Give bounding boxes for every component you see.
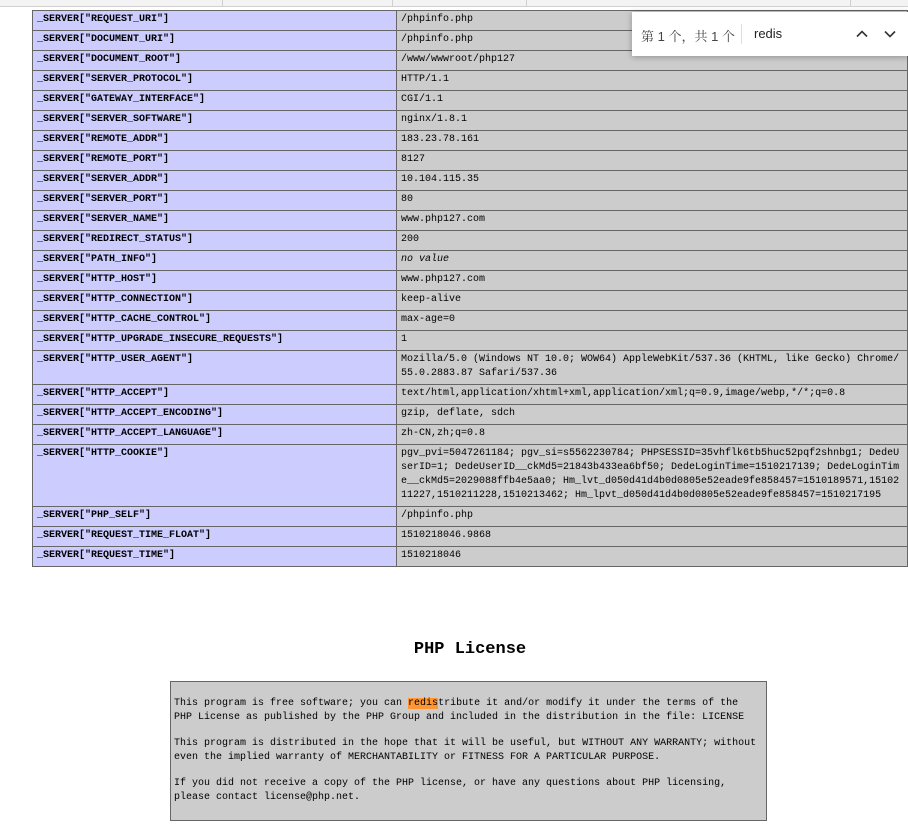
variable-value-cell: /www/wwwroot/php127 — [397, 51, 908, 71]
table-row — [33, 507, 908, 527]
variable-value-cell: keep-alive — [397, 291, 908, 311]
variable-value-cell: nginx/1.8.1 — [397, 111, 908, 131]
variable-name-cell: _SERVER["REQUEST_TIME"] — [33, 547, 397, 567]
license-text-box — [170, 681, 767, 821]
variable-value-cell: /phpinfo.php — [397, 11, 908, 31]
find-input[interactable]: redis — [754, 26, 783, 41]
find-in-page-bar — [632, 12, 908, 56]
variable-value-cell: 1 — [397, 331, 908, 351]
variable-value-cell: max-age=0 — [397, 311, 908, 331]
table-row — [33, 211, 908, 231]
license-paragraph: This program is distributed in the hope that it will be useful, but WITHOUT ANY WARRANTY; without even the implied warranty of MERCHANTABILITY or FITNESS FOR A PARTICULAR PURPOSE. — [174, 738, 757, 763]
table-row — [33, 425, 908, 445]
table-row — [33, 445, 908, 507]
variable-name-cell: _SERVER["SERVER_PORT"] — [33, 191, 397, 211]
table-row — [33, 171, 908, 191]
variable-name-cell: _SERVER["GATEWAY_INTERFACE"] — [33, 91, 397, 111]
table-row — [33, 91, 908, 111]
variable-value-cell: 80 — [397, 191, 908, 211]
variable-value-cell: HTTP/1.1 — [397, 71, 908, 91]
variable-name-cell: _SERVER["REQUEST_TIME_FLOAT"] — [33, 527, 397, 547]
license-text: tribute it and/or modify it under the terms of the PHP License as published by the PHP Group and included in the distribution in the file: LICENSE — [174, 698, 745, 723]
variable-value-cell: zh-CN,zh;q=0.8 — [397, 425, 908, 445]
variable-value-cell: /phpinfo.php — [397, 507, 908, 527]
variable-value-cell: 10.104.115.35 — [397, 171, 908, 191]
variable-name-cell: _SERVER["HTTP_USER_AGENT"] — [33, 351, 397, 385]
browser-tab[interactable] — [222, 0, 393, 6]
table-row — [33, 191, 908, 211]
variable-value-cell: 1510218046.9868 — [397, 527, 908, 547]
server-variables-table — [32, 10, 908, 567]
license-paragraph — [174, 697, 760, 725]
previous-match-button[interactable] — [851, 22, 873, 46]
variable-value-cell: gzip, deflate, sdch — [397, 405, 908, 425]
chevron-down-icon — [883, 27, 897, 41]
browser-tab-strip — [0, 0, 908, 7]
variable-value-cell: Mozilla/5.0 (Windows NT 10.0; WOW64) AppleWebKit/537.36 (KHTML, like Gecko) Chrome/55.0.2883.87 Safari/537.36 — [397, 351, 908, 385]
variable-name-cell: _SERVER["HTTP_UPGRADE_INSECURE_REQUESTS"] — [33, 331, 397, 351]
license-paragraph: If you did not receive a copy of the PHP license, or have any questions about PHP licensing, please contact license@php.net. — [174, 778, 727, 803]
table-row — [33, 151, 908, 171]
variable-value-cell: 1510218046 — [397, 547, 908, 567]
table-row — [33, 71, 908, 91]
variable-value-cell: 200 — [397, 231, 908, 251]
variable-value-cell — [397, 251, 908, 271]
variable-name-cell: _SERVER["PHP_SELF"] — [33, 507, 397, 527]
variable-name-cell: _SERVER["HTTP_ACCEPT_ENCODING"] — [33, 405, 397, 425]
table-row — [33, 385, 908, 405]
variable-name-cell: _SERVER["REMOTE_ADDR"] — [33, 131, 397, 151]
variable-name-cell: _SERVER["PATH_INFO"] — [33, 251, 397, 271]
variable-name-cell: _SERVER["SERVER_NAME"] — [33, 211, 397, 231]
variable-value-cell: www.php127.com — [397, 211, 908, 231]
table-row — [33, 231, 908, 251]
divider — [741, 24, 742, 44]
variable-name-cell: _SERVER["HTTP_ACCEPT_LANGUAGE"] — [33, 425, 397, 445]
variable-name-cell: _SERVER["SERVER_SOFTWARE"] — [33, 111, 397, 131]
variable-value-cell: 183.23.78.161 — [397, 131, 908, 151]
no-value-text: no value — [401, 254, 450, 265]
variable-name-cell: _SERVER["REQUEST_URI"] — [33, 11, 397, 31]
variable-value-cell: pgv_pvi=5047261184; pgv_si=s5562230784; PHPSESSID=35vhflk6tb5huc52pqf2shnbg1; DedeUserID=1; DedeUserID__ckMd5=21843b433ea6bf50; DedeLoginTime=1510217139; DedeLoginTime__ckMd5=2029088ffb4e5aa0; Hm_lvt_d050d41d4b0d0805e52eade9fe858457=1510189571,1510211227,1510211228,1510213462; Hm_lpvt_d050d41d4b0d0805e52eade9fe858457=1510217195 — [397, 445, 908, 507]
table-row — [33, 351, 908, 385]
variable-name-cell: _SERVER["REMOTE_PORT"] — [33, 151, 397, 171]
variable-value-cell: CGI/1.1 — [397, 91, 908, 111]
table-row — [33, 271, 908, 291]
variable-name-cell: _SERVER["HTTP_ACCEPT"] — [33, 385, 397, 405]
browser-tab[interactable] — [392, 0, 527, 6]
search-highlight: redis — [408, 698, 439, 709]
variable-name-cell: _SERVER["HTTP_COOKIE"] — [33, 445, 397, 507]
table-row — [33, 111, 908, 131]
variable-name-cell: _SERVER["REDIRECT_STATUS"] — [33, 231, 397, 251]
chevron-up-icon — [855, 27, 869, 41]
browser-tab[interactable] — [526, 0, 693, 6]
variable-name-cell: _SERVER["HTTP_CACHE_CONTROL"] — [33, 311, 397, 331]
variable-name-cell: _SERVER["SERVER_ADDR"] — [33, 171, 397, 191]
table-row — [33, 291, 908, 311]
table-row — [33, 547, 908, 567]
table-row — [33, 311, 908, 331]
table-row — [33, 405, 908, 425]
table-row — [33, 131, 908, 151]
variable-name-cell: _SERVER["HTTP_HOST"] — [33, 271, 397, 291]
variable-name-cell: _SERVER["DOCUMENT_URI"] — [33, 31, 397, 51]
next-match-button[interactable] — [879, 22, 901, 46]
license-heading: PHP License — [413, 640, 527, 659]
variable-name-cell: _SERVER["SERVER_PROTOCOL"] — [33, 71, 397, 91]
variable-value-cell: 8127 — [397, 151, 908, 171]
variable-value-cell: text/html,application/xhtml+xml,application/xml;q=0.9,image/webp,*/*;q=0.8 — [397, 385, 908, 405]
browser-tab[interactable] — [850, 0, 877, 6]
table-row — [33, 331, 908, 351]
variable-value-cell: /phpinfo.php — [397, 31, 908, 51]
variable-name-cell: _SERVER["HTTP_CONNECTION"] — [33, 291, 397, 311]
variable-value-cell: www.php127.com — [397, 271, 908, 291]
variable-name-cell: _SERVER["DOCUMENT_ROOT"] — [33, 51, 397, 71]
match-count: 第 1 个，共 1 个 — [641, 29, 735, 44]
license-text: This program is free software; you can — [174, 698, 409, 709]
table-row — [33, 527, 908, 547]
table-row — [33, 251, 908, 271]
